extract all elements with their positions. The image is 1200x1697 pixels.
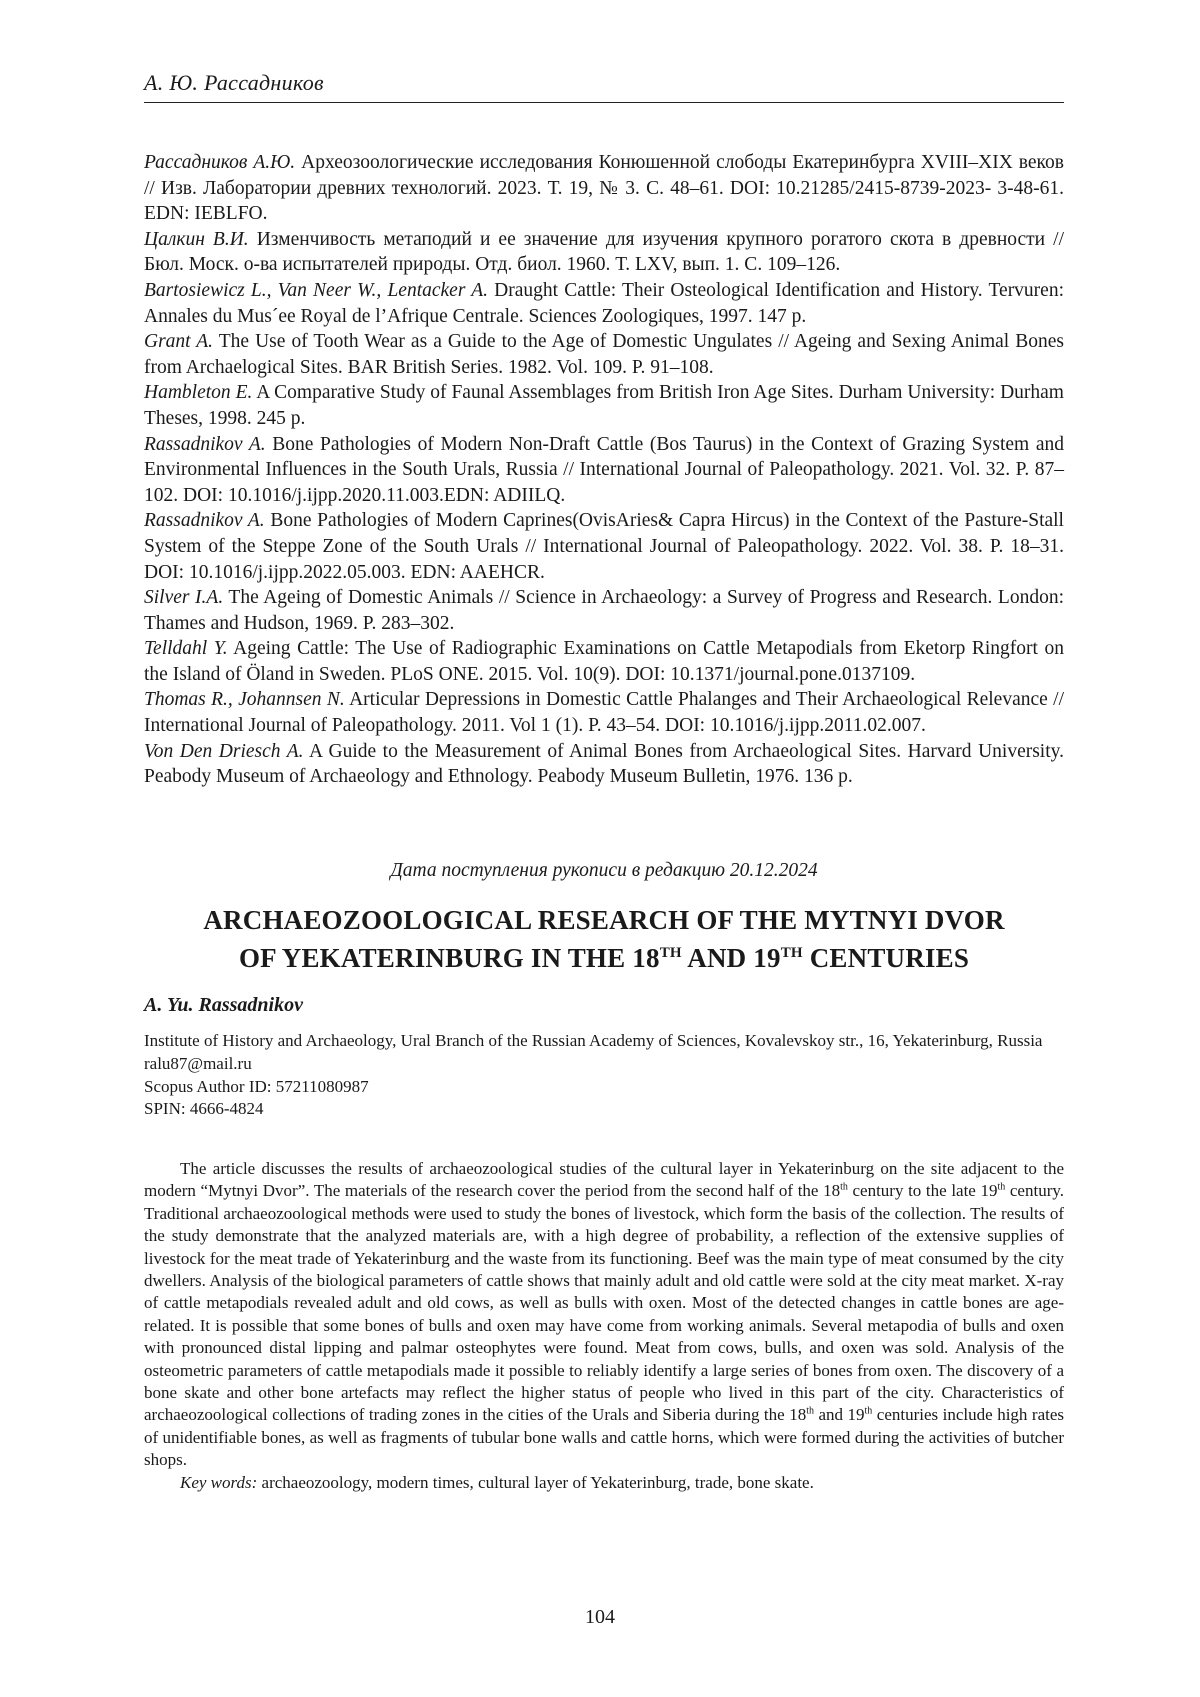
reference-text: The Use of Tooth Wear as a Guide to the Age of Domestic Ungulates // Ageing and Sexing Animal Bones from Archaelogical Sites. BAR British Series. 1982. Vol. 109. P. 91–108. xyxy=(144,331,1064,378)
received-date-note: Дата поступления рукописи в редакцию 20.12.2024 xyxy=(144,860,1064,882)
reference-item xyxy=(144,380,1064,431)
abstract-paragraph xyxy=(144,1158,1064,1472)
reference-author: Von Den Driesch A. xyxy=(144,741,304,762)
reference-author: Telldahl Y. xyxy=(144,638,228,659)
spin-id: SPIN: 4666-4824 xyxy=(144,1098,1064,1121)
title-text: CENTURIES xyxy=(803,943,969,973)
page-number: 104 xyxy=(0,1606,1200,1629)
title-superscript: TH xyxy=(781,945,803,961)
reference-text: Археозоологические исследования Конюшенной слободы Екатеринбурга XVIII–XIX веков // Изв. Лаборатории древних технологий. 2023. Т. 19, № 3. С. 48–61. DOI: 10.21285/2415-8739-2023- 3-48-61. EDN: IEBLFO. xyxy=(144,152,1064,224)
title-line-1: ARCHAEOZOOLOGICAL RESEARCH OF THE MYTNYI DVOR xyxy=(144,904,1064,937)
reference-author: Bartosiewicz L., Van Neer W., Lentacker A. xyxy=(144,280,488,301)
reference-text: Bone Pathologies of Modern Non-Draft Cattle (Bos Taurus) in the Context of Grazing System and Environmental Influences in the South Urals, Russia // International Journal of Paleopathology. 2021. Vol. 32. P. 87–102. DOI: 10.1016/j.ijpp.2020.11.003.EDN: ADIILQ. xyxy=(144,434,1064,506)
reference-author: Thomas R., Johannsen N. xyxy=(144,689,345,710)
abstract-text: century to the late 19 xyxy=(848,1181,998,1200)
reference-item xyxy=(144,278,1064,329)
reference-author: Rassadnikov A. xyxy=(144,434,266,455)
keywords-paragraph xyxy=(144,1472,1064,1494)
reference-text: A Guide to the Measurement of Animal Bones from Archaeological Sites. Harvard University. Peabody Museum of Archaeology and Ethnology. Peabody Museum Bulletin, 1976. 136 p. xyxy=(144,741,1064,788)
reference-item xyxy=(144,687,1064,738)
author-email: ralu87@mail.ru xyxy=(144,1053,1064,1076)
reference-text: Articular Depressions in Domestic Cattle Phalanges and Their Archaeological Relevance // International Journal of Paleopathology. 2011. Vol 1 (1). P. 43–54. DOI: 10.1016/j.ijpp.2011.02.007. xyxy=(144,689,1064,736)
author-affiliation-block xyxy=(144,1030,1064,1121)
abstract-text: The article discusses the results of archaeozoological studies of the cultural layer in Yekaterinburg on the site adjacent to the modern “Mytnyi Dvor”. The materials of the research cover the period from the second half of the 18 xyxy=(144,1159,1064,1200)
reference-text: Bone Pathologies of Modern Caprines(OvisAries& Capra Hircus) in the Context of the Pasture-Stall System of the Steppe Zone of the South Urals // International Journal of Paleopathology. 2022. Vol. 38. P. 18–31. DOI: 10.1016/j.ijpp.2022.05.003. EDN: AAEHCR. xyxy=(144,510,1064,582)
abstract-superscript: th xyxy=(865,1406,873,1417)
abstract-text: centuries include high rates of unidentifiable bones, as well as fragments of tubular bone walls and cattle horns, which were formed during the activities of butcher shops. xyxy=(144,1405,1064,1469)
reference-text: A Comparative Study of Faunal Assemblages from British Iron Age Sites. Durham University: Durham Theses, 1998. 245 p. xyxy=(144,382,1064,429)
header-rule xyxy=(144,102,1064,103)
abstract-text: and 19 xyxy=(814,1405,865,1424)
reference-text: Draught Cattle: Their Osteological Identification and History. Tervuren: Annales du Mus´ee Royal de l’Afrique Centrale. Sciences Zoologiques, 1997. 147 p. xyxy=(144,280,1064,327)
reference-author: Рассадников А.Ю. xyxy=(144,152,295,173)
reference-item xyxy=(144,150,1064,227)
reference-text: Ageing Cattle: The Use of Radiographic Examinations on Cattle Metapodials from Eketorp Ringfort on the Island of Öland in Sweden. PLoS ONE. 2015. Vol. 10(9). DOI: 10.1371/journal.pone.0137109. xyxy=(144,638,1064,685)
reference-author: Grant A. xyxy=(144,331,213,352)
scopus-id: Scopus Author ID: 57211080987 xyxy=(144,1076,1064,1099)
reference-item xyxy=(144,739,1064,790)
title-text: AND 19 xyxy=(682,943,781,973)
journal-page xyxy=(0,0,1200,1697)
abstract-superscript: th xyxy=(806,1406,814,1417)
keywords-label: Key words: xyxy=(180,1473,257,1492)
reference-item xyxy=(144,432,1064,509)
reference-text: The Ageing of Domestic Animals // Science in Archaeology: a Survey of Progress and Research. London: Thames and Hudson, 1969. P. 283–302. xyxy=(144,587,1064,634)
reference-author: Hambleton E. xyxy=(144,382,252,403)
english-author: A. Yu. Rassadnikov xyxy=(144,994,303,1017)
reference-item xyxy=(144,636,1064,687)
reference-list xyxy=(144,150,1064,790)
abstract-text: century. Traditional archaeozoological methods were used to study the bones of livestock, which form the basis of the collection. The results of the study demonstrate that the analyzed materials are, with a high degree of probability, a reflection of the extensive supplies of livestock for the meat trade of Yekaterinburg and the waste from its functioning. Beef was the main type of meat consumed by the city dwellers. Analysis of the biological parameters of cattle shows that mainly adult and old cattle were sold at the city meat market. X-ray of cattle metapodials revealed adult and old cows, as well as bulls with oxen. Most of the detected changes in cattle bones are age-related. It is possible that some bones of bulls and oxen may have come from working animals. Several metapodia of bulls and oxen with pronounced distal lipping and palmar osteophytes were found. Meat from cows, bulls, and oxen was sold. Analysis of the osteometric parameters of cattle metapodials made it possible to reliably identify a large series of bones from oxen. The discovery of a bone skate and other bone artefacts may reflect the higher status of people who lived in this part of the city. Characteristics of archaeozoological collections of trading zones in the cities of the Urals and Siberia during the 18 xyxy=(144,1181,1064,1424)
reference-text: Изменчивость метаподий и ее значение для изучения крупного рогатого скота в древности // Бюл. Моск. о-ва испытателей природы. Отд. биол. 1960. Т. LXV, вып. 1. С. 109–126. xyxy=(144,229,1064,276)
english-article-title xyxy=(144,904,1064,975)
reference-author: Rassadnikov A. xyxy=(144,510,265,531)
english-abstract xyxy=(144,1158,1064,1494)
abstract-superscript: th xyxy=(840,1182,848,1193)
reference-item xyxy=(144,585,1064,636)
reference-item xyxy=(144,227,1064,278)
abstract-superscript: th xyxy=(997,1182,1005,1193)
affiliation: Institute of History and Archaeology, Ural Branch of the Russian Academy of Sciences, Kovalevskoy str., 16, Yekaterinburg, Russia xyxy=(144,1030,1064,1053)
title-superscript: TH xyxy=(660,945,682,961)
running-head: А. Ю. Рассадников xyxy=(144,70,1064,96)
reference-item xyxy=(144,508,1064,585)
title-text: OF YEKATERINBURG IN THE 18 xyxy=(239,943,660,973)
reference-item xyxy=(144,329,1064,380)
keywords-text: archaeozoology, modern times, cultural layer of Yekaterinburg, trade, bone skate. xyxy=(257,1473,814,1492)
reference-author: Цалкин В.И. xyxy=(144,229,249,250)
title-line-2 xyxy=(144,937,1064,975)
reference-author: Silver I.A. xyxy=(144,587,223,608)
